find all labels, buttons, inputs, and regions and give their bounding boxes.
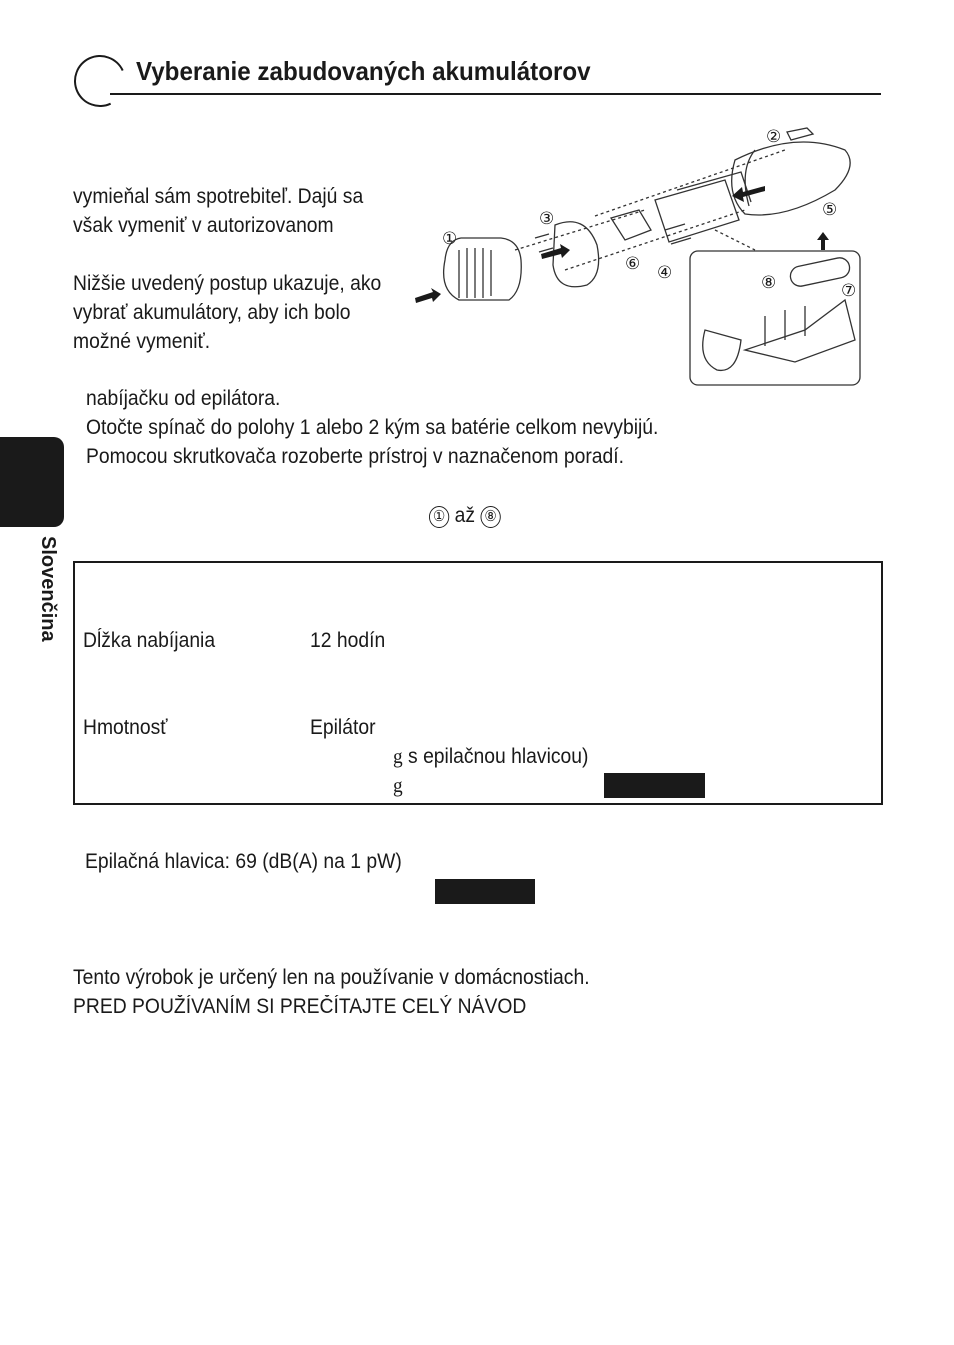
weight-line-2 [393,742,588,771]
cap-part [787,128,813,140]
read-manual-notice: PRED POUŽÍVANÍM SI PREČÍTAJTE CELÝ NÁVOD [73,995,527,1018]
step-line-2: Otočte spínač do polohy 1 alebo 2 kým sa batérie celkom nevybijú. [86,416,659,439]
weight-label: Hmotnosť [83,716,168,739]
label-4: ④ [657,263,673,283]
parts-range [429,501,501,530]
weight-unit-2: g [393,744,403,768]
label-2: ② [766,127,782,147]
weight-text-2: s epilačnou hlavicou) [408,745,589,768]
section-circle-icon [67,48,134,115]
label-1: ① [442,229,458,249]
noise-text: Epilačná hlavica: 69 (dB(A) na 1 pW) [85,850,402,873]
range-text: až [454,504,476,527]
arrow-icon [817,232,829,250]
intro-line-5: možné vymeniť. [73,330,211,353]
arrow-icon [732,186,765,202]
chassis-part [655,172,751,242]
intro-line-4: vybrať akumulátory, aby ich bolo [73,301,351,324]
label-8: ⑧ [761,273,777,293]
range-from: ① [429,506,449,528]
arrow-icon [541,244,570,259]
step-line-3: Pomocou skrutkovača rozoberte prístroj v naznačenom poradí. [86,445,625,468]
language-label: Slovenčina [37,536,59,642]
arrow-icon [415,288,441,303]
heading-rule [110,93,881,95]
intro-line-3: Nižšie uvedený postup ukazuje, ako [73,272,382,295]
disassembly-illustration [415,120,865,390]
weight-value: Epilátor [310,716,376,739]
charge-time-label: Dĺžka nabíjania [83,629,216,652]
section-title: Vyberanie zabudovaných akumulátorov [136,56,591,86]
label-5: ⑤ [822,200,838,220]
label-6: ⑥ [625,254,641,274]
redacted-label-2 [435,879,535,904]
weight-unit-3: g [393,773,403,797]
step-line-1: nabíjačku od epilátora. [86,387,281,410]
intro-line-1: vymieňal sám spotrebiteľ. Dajú sa [73,185,364,208]
language-tab [0,437,64,527]
intro-line-2: však vymeniť v autorizovanom [73,214,334,237]
label-3: ③ [539,209,555,229]
redacted-label [604,773,705,798]
range-to: ⑧ [480,506,500,528]
inset-frame [690,251,860,385]
household-notice: Tento výrobok je určený len na používanie v domácnostiach. [73,966,590,989]
label-7: ⑦ [841,281,857,301]
charge-time-value: 12 hodín [310,629,386,652]
